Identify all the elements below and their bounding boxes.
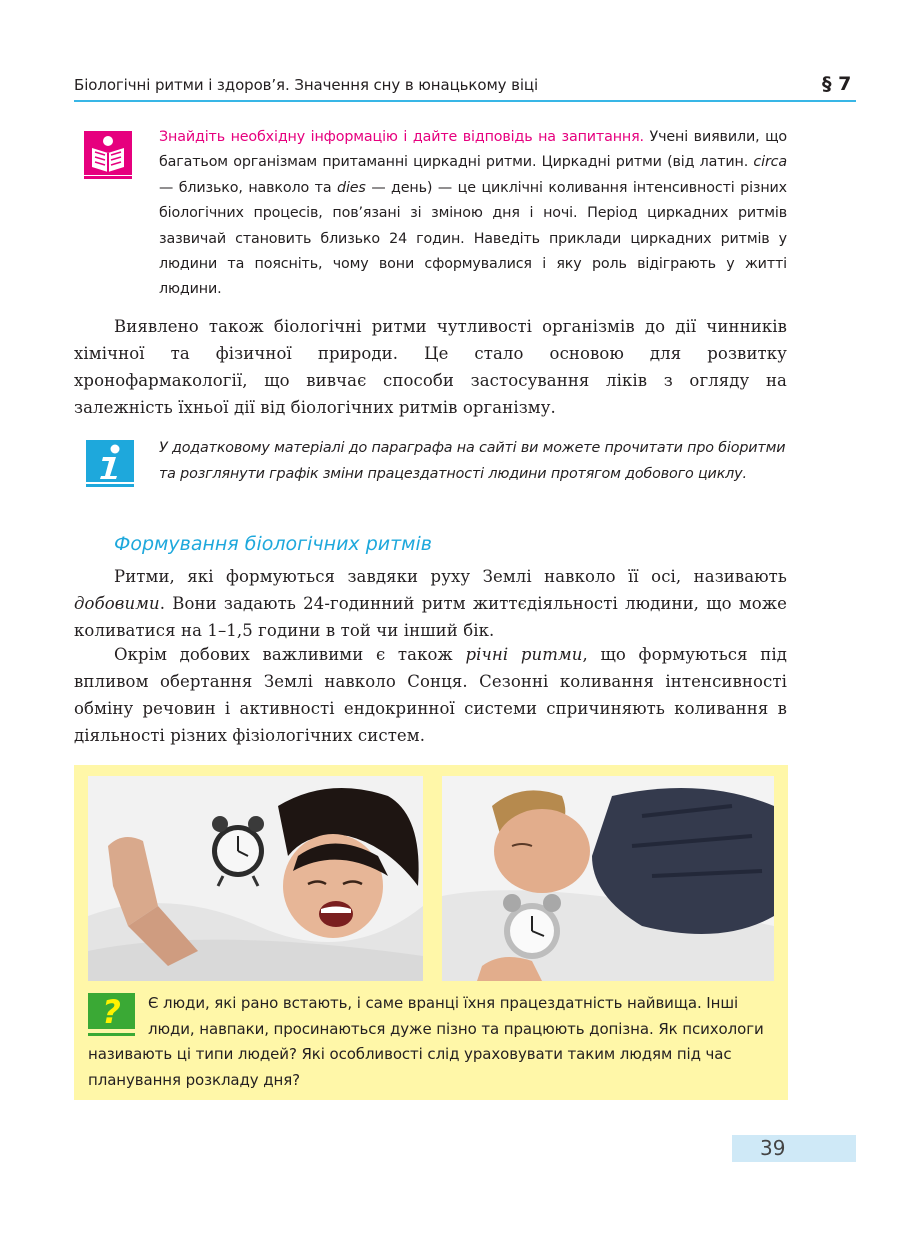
latin-term-circa: circa: [753, 154, 787, 171]
photo-woman-waking: [88, 776, 423, 981]
task-body: — день) — це циклічні коливання інтенсивності різних біологічних процесів, пов’язані зі зміною дня і ночі. Період циркадних ритмів зазвичай становить близько 24 годин. Наведіть приклади циркадних ритмів у людини та поясніть, чому вони сформувалися і яку роль відіграють у житті людини.: [159, 179, 787, 298]
task-text: [159, 125, 787, 303]
paragraph-annual-rhythms: [74, 641, 787, 749]
term-daily: добовими: [74, 594, 160, 613]
term-annual: річні ритми: [465, 645, 583, 664]
page-number: 39: [760, 1136, 786, 1160]
subheading: Формування біологічних ритмів: [114, 533, 432, 555]
paragraph-text: Ритми, які формуються завдяки руху Землі навколо її осі, називають: [114, 567, 787, 586]
paragraph-text: , що формуються під впливом обертання Землі навколо Сонця. Сезонні коливання інтенсивності обміну речовин і активності ендокринної системи спричиняють коливання в діяльності різних фізіологічних систем.: [74, 645, 788, 745]
task-lead: Знайдіть необхідну інформацію і дайте відповідь на запитання.: [159, 129, 644, 145]
paragraph-chronopharmacology: Виявлено також біологічні ритми чутливості організмів до дії чинників хімічної та фізичної природи. Це стало основою для розвитку хронофармакології, що вивчає способи застосування ліків з огляду на залежність їхньої дії від біологічних ритмів організму.: [74, 317, 787, 417]
task-body: Учені виявили, що багатьом організмам притаманні циркадні ритми. Циркадні ритми (від латин.: [159, 129, 788, 171]
page-number-bar: [732, 1135, 856, 1162]
question-body: Є люди, які рано встають, і саме вранці їхня працездатність найвища. Інші люди, навпаки, просинаються дуже пізно та працюють допізна. Як психологи називають ці типи людей? Які особливості слід ураховувати таким людям під час планування розкладу дня?: [88, 994, 764, 1089]
header-rule: [74, 100, 856, 102]
svg-text:?: ?: [102, 993, 121, 1031]
paragraph-text: Окрім добових важливими є також: [114, 645, 466, 664]
info-text: У додатковому матеріалі до параграфа на сайті ви можете прочитати про біоритми та розглянути графік зміни працездатності людини протягом добового циклу.: [159, 440, 786, 482]
info-icon: [86, 440, 134, 487]
book-reading-person-icon: [84, 131, 132, 179]
paragraph-text: . Вони задають 24-годинний ритм життєдіяльності людини, що може коливатися на 1–1,5 години в той чи інший бік.: [74, 594, 787, 640]
paragraph-daily-rhythms: [74, 563, 787, 644]
running-title: Біологічні ритми і здоров’я. Значення сну в юнацькому віці: [74, 76, 539, 94]
section-number: § 7: [822, 73, 852, 95]
photo-man-sleeping: [442, 776, 774, 981]
question-text: [88, 991, 778, 1093]
latin-term-dies: dies: [337, 179, 366, 196]
task-body: — близько, навколо та: [159, 179, 338, 196]
